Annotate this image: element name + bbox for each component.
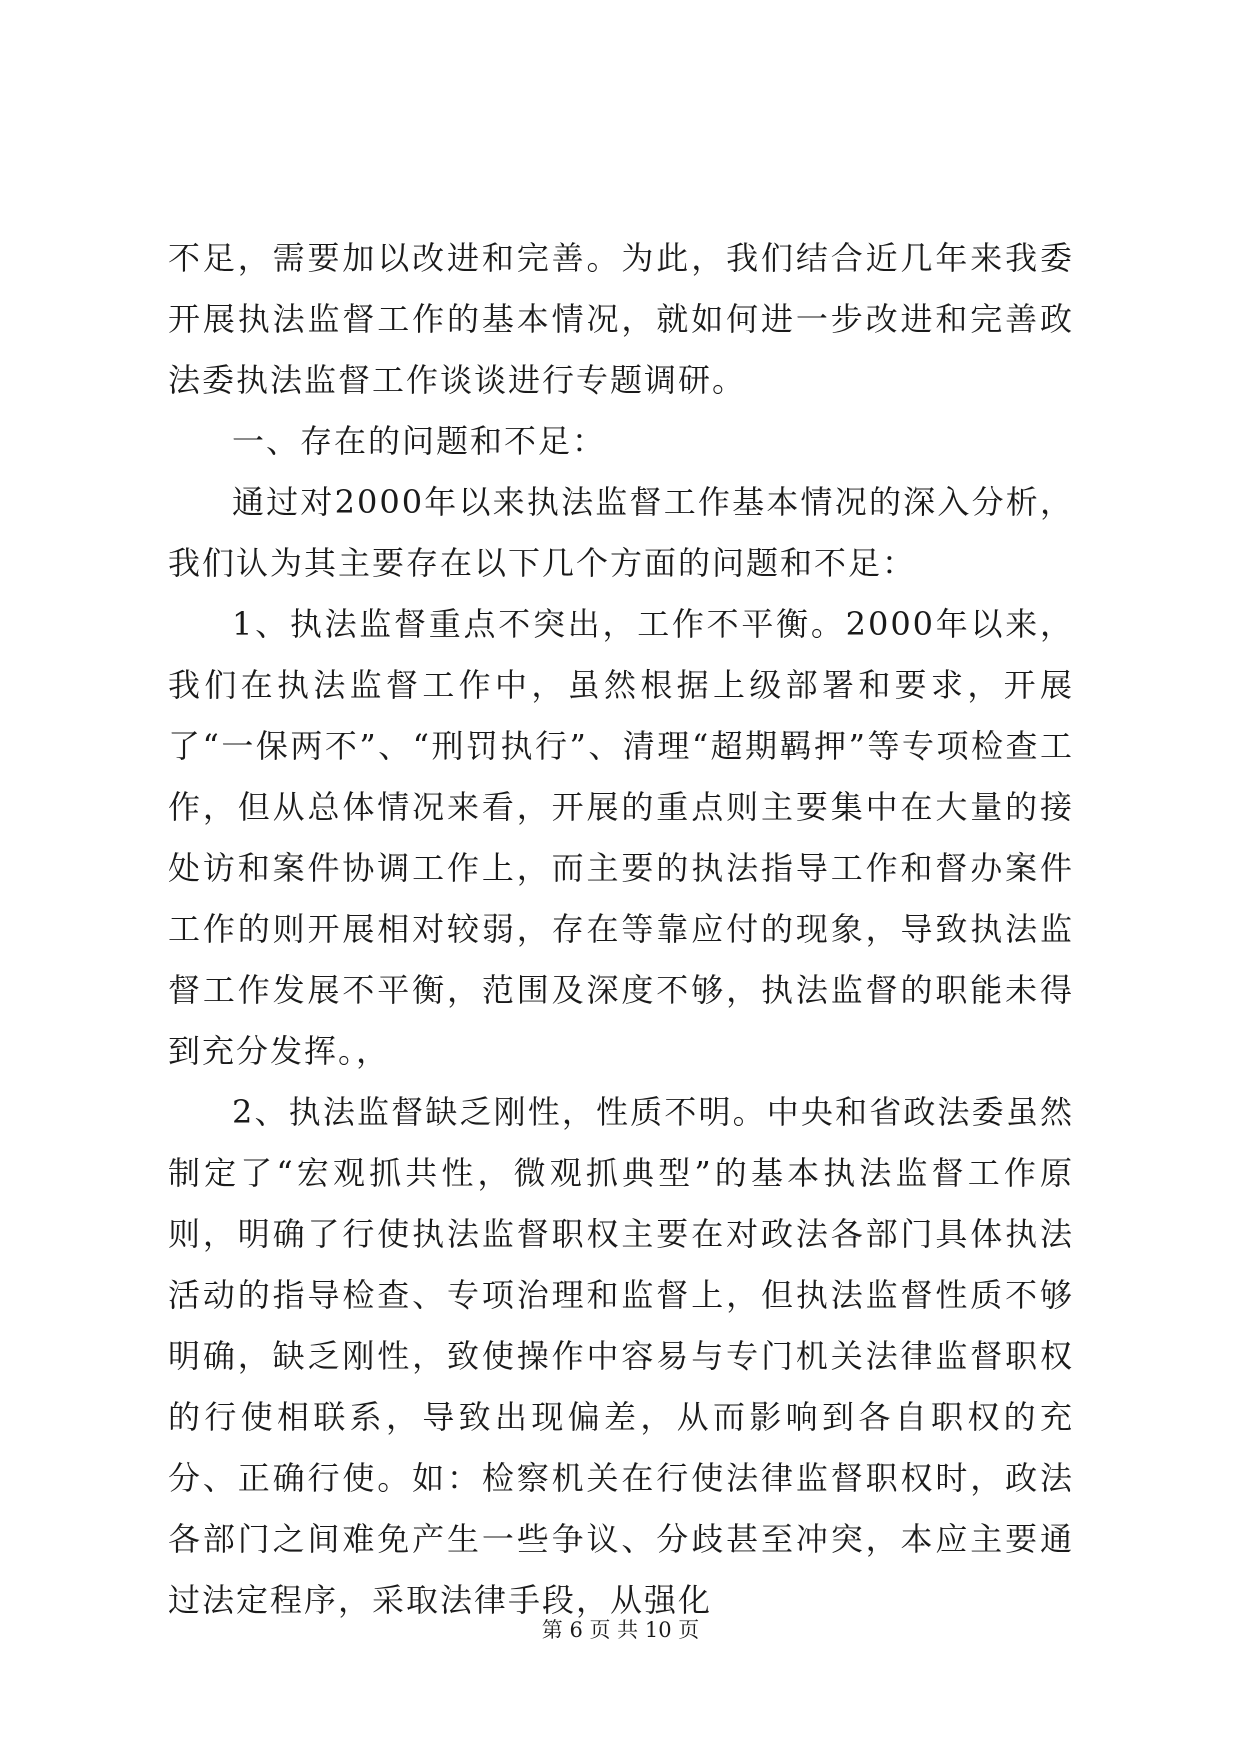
page-number-footer: 第 6 页 共 10 页 [541, 1618, 700, 1642]
document-body [168, 228, 1074, 1631]
paragraph-point-1: 1、执法监督重点不突出，工作不平衡。2000年以来，我们在执法监督工作中，虽然根据上级部署和要求，开展了“一保两不”、“刑罚执行”、清理“超期羁押”等专项检查工作，但从总体情况来看，开展的重点则主要集中在大量的接处访和案件协调工作上，而主要的执法指导工作和督办案件工作的则开展相对较弱，存在等靠应付的现象，导致执法监督工作发展不平衡，范围及深度不够，执法监督的职能未得到充分发挥。， [168, 605, 1074, 1070]
paragraph-continuation: 不足，需要加以改进和完善。为此，我们结合近几年来我委开展执法监督工作的基本情况，就如何进一步改进和完善政法委执法监督工作谈谈进行专题调研。 [168, 239, 1074, 399]
section-heading: 一、存在的问题和不足： [232, 422, 607, 460]
paragraph-point-2: 2、执法监督缺乏刚性，性质不明。中央和省政法委虽然制定了“宏观抓共性，微观抓典型”的基本执法监督工作原则，明确了行使执法监督职权主要在对政法各部门具体执法活动的指导检查、专项治理和监督上，但执法监督性质不够明确，缺乏刚性，致使操作中容易与专门机关法律监督职权的行使相联系，导致出现偏差，从而影响到各自职权的充分、正确行使。如：检察机关在行使法律监督职权时，政法各部门之间难免产生一些争议、分歧甚至冲突，本应主要通过法定程序，采取法律手段，从强化 [168, 1093, 1074, 1619]
paragraph-intro: 通过对2000年以来执法监督工作基本情况的深入分析，我们认为其主要存在以下几个方面的问题和不足： [168, 483, 1074, 582]
